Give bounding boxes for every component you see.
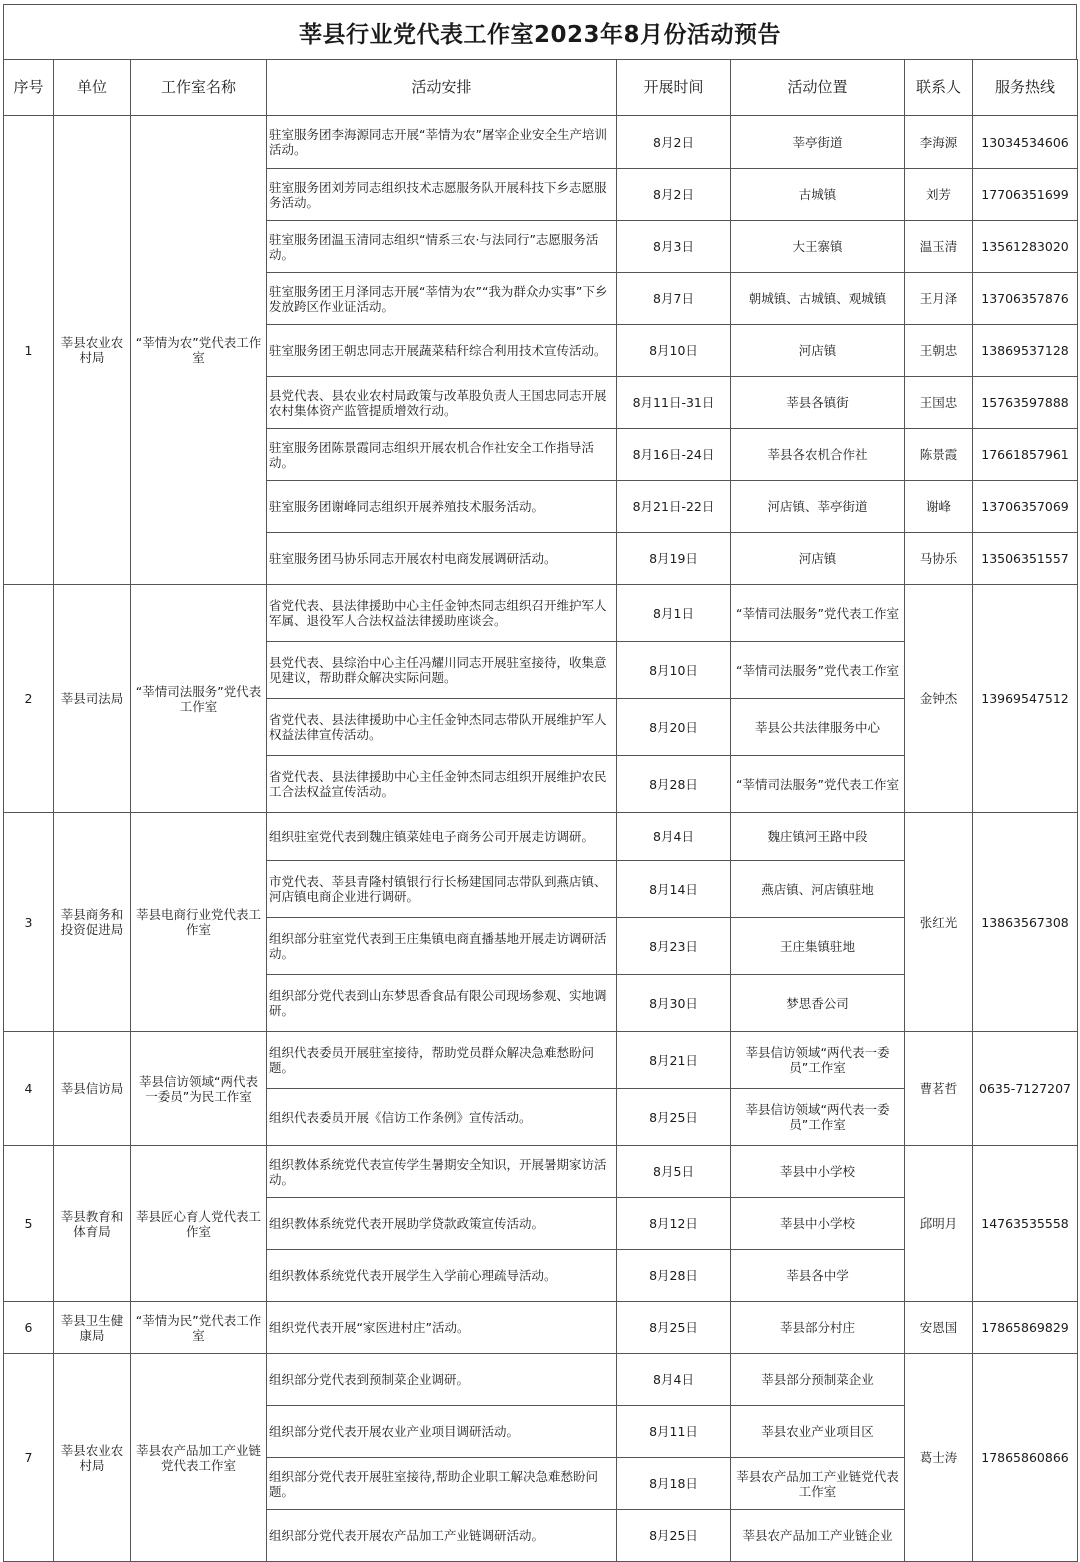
phone-cell: 13969547512 <box>973 585 1078 813</box>
activity-cell: 驻室服务团王朝忠同志开展蔬菜秸秆综合利用技术宣传活动。 <box>267 325 617 377</box>
time-cell: 8月4日 <box>617 1354 731 1406</box>
activity-cell: 组织部分党代表开展农业产业项目调研活动。 <box>267 1406 617 1458</box>
contact-cell: 王朝忠 <box>905 325 973 377</box>
activity-cell: 县党代表、县综治中心主任冯耀川同志开展驻室接待，收集意见建议，帮助群众解决实际问题。 <box>267 642 617 699</box>
time-cell: 8月28日 <box>617 756 731 813</box>
time-cell: 8月25日 <box>617 1510 731 1562</box>
table-row <box>4 1302 1078 1354</box>
unit-cell: 莘县农业农村局 <box>54 1354 131 1562</box>
studio-cell: 莘县匠心育人党代表工作室 <box>131 1146 267 1302</box>
phone-cell: 17865860866 <box>973 1354 1078 1562</box>
contact-cell: 谢峰 <box>905 481 973 533</box>
activity-cell: 组织部分党代表开展农产品加工产业链调研活动。 <box>267 1510 617 1562</box>
time-cell: 8月12日 <box>617 1198 731 1250</box>
activity-cell: 组织部分党代表到预制菜企业调研。 <box>267 1354 617 1406</box>
phone-cell: 17865869829 <box>973 1302 1078 1354</box>
document <box>3 4 1077 1562</box>
location-cell: 王庄集镇驻地 <box>731 918 905 975</box>
phone-cell: 14763535558 <box>973 1146 1078 1302</box>
activity-cell: 组织教体系统党代表开展学生入学前心理疏导活动。 <box>267 1250 617 1302</box>
row-number: 3 <box>4 813 54 1032</box>
table-row <box>4 1032 1078 1089</box>
time-cell: 8月11日 <box>617 1406 731 1458</box>
time-cell: 8月7日 <box>617 273 731 325</box>
location-cell: 燕店镇、河店镇驻地 <box>731 861 905 918</box>
activity-cell: 组织驻室党代表到魏庄镇菜娃电子商务公司开展走访调研。 <box>267 813 617 861</box>
contact-cell: 曹茗哲 <box>905 1032 973 1146</box>
location-cell: 河店镇、莘亭街道 <box>731 481 905 533</box>
row-number: 4 <box>4 1032 54 1146</box>
contact-cell: 陈景霞 <box>905 429 973 481</box>
header-activity: 活动安排 <box>267 60 617 116</box>
activity-cell: 组织党代表开展“家医进村庄”活动。 <box>267 1302 617 1354</box>
time-cell: 8月2日 <box>617 116 731 169</box>
location-cell: 梦思香公司 <box>731 975 905 1032</box>
location-cell: “莘情司法服务”党代表工作室 <box>731 585 905 642</box>
phone-cell: 13561283020 <box>973 221 1078 273</box>
studio-cell: “莘情司法服务”党代表工作室 <box>131 585 267 813</box>
table-body <box>4 116 1078 1562</box>
location-cell: 魏庄镇河王路中段 <box>731 813 905 861</box>
contact-cell: 温玉清 <box>905 221 973 273</box>
time-cell: 8月16日-24日 <box>617 429 731 481</box>
time-cell: 8月20日 <box>617 699 731 756</box>
header-contact: 联系人 <box>905 60 973 116</box>
activity-cell: 组织教体系统党代表开展助学贷款政策宣传活动。 <box>267 1198 617 1250</box>
header-unit: 单位 <box>54 60 131 116</box>
time-cell: 8月21日 <box>617 1032 731 1089</box>
row-number: 7 <box>4 1354 54 1562</box>
table-row <box>4 585 1078 642</box>
studio-cell: “莘情为农”党代表工作室 <box>131 116 267 585</box>
header-phone: 服务热线 <box>973 60 1078 116</box>
phone-cell: 17661857961 <box>973 429 1078 481</box>
activity-cell: 市党代表、莘县青隆村镇银行行长杨建国同志带队到燕店镇、河店镇电商企业进行调研。 <box>267 861 617 918</box>
activity-cell: 驻室服务团谢峰同志组织开展养殖技术服务活动。 <box>267 481 617 533</box>
table-row <box>4 813 1078 861</box>
activity-cell: 组织教体系统党代表宣传学生暑期安全知识，开展暑期家访活动。 <box>267 1146 617 1198</box>
time-cell: 8月14日 <box>617 861 731 918</box>
studio-cell: 莘县农产品加工产业链党代表工作室 <box>131 1354 267 1562</box>
time-cell: 8月28日 <box>617 1250 731 1302</box>
header-row <box>4 60 1078 116</box>
location-cell: 大王寨镇 <box>731 221 905 273</box>
contact-cell: 安恩国 <box>905 1302 973 1354</box>
table-row <box>4 116 1078 169</box>
page-title: 莘县行业党代表工作室2023年8月份活动预告 <box>3 4 1077 59</box>
unit-cell: 莘县卫生健康局 <box>54 1302 131 1354</box>
activity-cell: 驻室服务团陈景霞同志组织开展农机合作社安全工作指导活动。 <box>267 429 617 481</box>
phone-cell: 13706357069 <box>973 481 1078 533</box>
location-cell: 古城镇 <box>731 169 905 221</box>
unit-cell: 莘县教育和体育局 <box>54 1146 131 1302</box>
time-cell: 8月10日 <box>617 325 731 377</box>
location-cell: 莘县中小学校 <box>731 1146 905 1198</box>
location-cell: 莘县公共法律服务中心 <box>731 699 905 756</box>
activity-cell: 省党代表、县法律援助中心主任金钟杰同志带队开展维护军人权益法律宣传活动。 <box>267 699 617 756</box>
header-no: 序号 <box>4 60 54 116</box>
location-cell: 莘县农产品加工产业链党代表工作室 <box>731 1458 905 1510</box>
location-cell: 莘县各中学 <box>731 1250 905 1302</box>
time-cell: 8月23日 <box>617 918 731 975</box>
contact-cell: 金钟杰 <box>905 585 973 813</box>
time-cell: 8月19日 <box>617 533 731 585</box>
location-cell: 莘县部分预制菜企业 <box>731 1354 905 1406</box>
location-cell: 河店镇 <box>731 533 905 585</box>
unit-cell: 莘县司法局 <box>54 585 131 813</box>
location-cell: 莘县农产品加工产业链企业 <box>731 1510 905 1562</box>
studio-cell: 莘县电商行业党代表工作室 <box>131 813 267 1032</box>
activity-cell: 驻室服务团温玉清同志组织“情系三农·与法同行”志愿服务活动。 <box>267 221 617 273</box>
time-cell: 8月4日 <box>617 813 731 861</box>
phone-cell: 13869537128 <box>973 325 1078 377</box>
phone-cell: 13706357876 <box>973 273 1078 325</box>
unit-cell: 莘县商务和投资促进局 <box>54 813 131 1032</box>
activity-cell: 县党代表、县农业农村局政策与改革股负责人王国忠同志开展农村集体资产监管提质增效行动。 <box>267 377 617 429</box>
row-number: 6 <box>4 1302 54 1354</box>
time-cell: 8月1日 <box>617 585 731 642</box>
contact-cell: 刘芳 <box>905 169 973 221</box>
location-cell: 莘县各镇街 <box>731 377 905 429</box>
location-cell: 河店镇 <box>731 325 905 377</box>
phone-cell: 13034534606 <box>973 116 1078 169</box>
phone-cell: 0635-7127207 <box>973 1032 1078 1146</box>
contact-cell: 李海源 <box>905 116 973 169</box>
contact-cell: 邱明月 <box>905 1146 973 1302</box>
activity-cell: 省党代表、县法律援助中心主任金钟杰同志组织召开维护军人军属、退役军人合法权益法律援助座谈会。 <box>267 585 617 642</box>
time-cell: 8月21日-22日 <box>617 481 731 533</box>
time-cell: 8月18日 <box>617 1458 731 1510</box>
time-cell: 8月2日 <box>617 169 731 221</box>
time-cell: 8月10日 <box>617 642 731 699</box>
location-cell: 莘亭街道 <box>731 116 905 169</box>
location-cell: 莘县信访领域“两代表一委员”工作室 <box>731 1032 905 1089</box>
activity-cell: 省党代表、县法律援助中心主任金钟杰同志组织开展维护农民工合法权益宣传活动。 <box>267 756 617 813</box>
table-row <box>4 1354 1078 1406</box>
time-cell: 8月25日 <box>617 1089 731 1146</box>
activity-cell: 驻室服务团李海源同志开展“莘情为农”屠宰企业安全生产培训活动。 <box>267 116 617 169</box>
phone-cell: 13506351557 <box>973 533 1078 585</box>
location-cell: “莘情司法服务”党代表工作室 <box>731 756 905 813</box>
unit-cell: 莘县农业农村局 <box>54 116 131 585</box>
phone-cell: 15763597888 <box>973 377 1078 429</box>
time-cell: 8月30日 <box>617 975 731 1032</box>
activity-table <box>3 59 1078 1562</box>
location-cell: 莘县部分村庄 <box>731 1302 905 1354</box>
activity-cell: 驻室服务团刘芳同志组织技术志愿服务队开展科技下乡志愿服务活动。 <box>267 169 617 221</box>
contact-cell: 葛士涛 <box>905 1354 973 1562</box>
contact-cell: 张红光 <box>905 813 973 1032</box>
phone-cell: 17706351699 <box>973 169 1078 221</box>
header-studio: 工作室名称 <box>131 60 267 116</box>
activity-cell: 组织部分驻室党代表到王庄集镇电商直播基地开展走访调研活动。 <box>267 918 617 975</box>
row-number: 5 <box>4 1146 54 1302</box>
header-location: 活动位置 <box>731 60 905 116</box>
activity-cell: 驻室服务团王月泽同志开展“莘情为农”“我为群众办实事”下乡发放跨区作业证活动。 <box>267 273 617 325</box>
location-cell: “莘情司法服务”党代表工作室 <box>731 642 905 699</box>
location-cell: 莘县中小学校 <box>731 1198 905 1250</box>
header-time: 开展时间 <box>617 60 731 116</box>
activity-cell: 组织部分党代表到山东梦思香食品有限公司现场参观、实地调研。 <box>267 975 617 1032</box>
table-row <box>4 1146 1078 1198</box>
time-cell: 8月11日-31日 <box>617 377 731 429</box>
time-cell: 8月3日 <box>617 221 731 273</box>
location-cell: 莘县信访领域“两代表一委员”工作室 <box>731 1089 905 1146</box>
activity-cell: 组织代表委员开展驻室接待，帮助党员群众解决急难愁盼问题。 <box>267 1032 617 1089</box>
location-cell: 莘县各农机合作社 <box>731 429 905 481</box>
activity-cell: 组织代表委员开展《信访工作条例》宣传活动。 <box>267 1089 617 1146</box>
unit-cell: 莘县信访局 <box>54 1032 131 1146</box>
studio-cell: 莘县信访领域“两代表一委员”为民工作室 <box>131 1032 267 1146</box>
phone-cell: 13863567308 <box>973 813 1078 1032</box>
time-cell: 8月25日 <box>617 1302 731 1354</box>
contact-cell: 王月泽 <box>905 273 973 325</box>
row-number: 2 <box>4 585 54 813</box>
activity-cell: 组织部分党代表开展驻室接待,帮助企业职工解决急难愁盼问题。 <box>267 1458 617 1510</box>
contact-cell: 王国忠 <box>905 377 973 429</box>
row-number: 1 <box>4 116 54 585</box>
time-cell: 8月5日 <box>617 1146 731 1198</box>
activity-cell: 驻室服务团马协乐同志开展农村电商发展调研活动。 <box>267 533 617 585</box>
contact-cell: 马协乐 <box>905 533 973 585</box>
studio-cell: “莘情为民”党代表工作室 <box>131 1302 267 1354</box>
location-cell: 朝城镇、古城镇、观城镇 <box>731 273 905 325</box>
location-cell: 莘县农业产业项目区 <box>731 1406 905 1458</box>
